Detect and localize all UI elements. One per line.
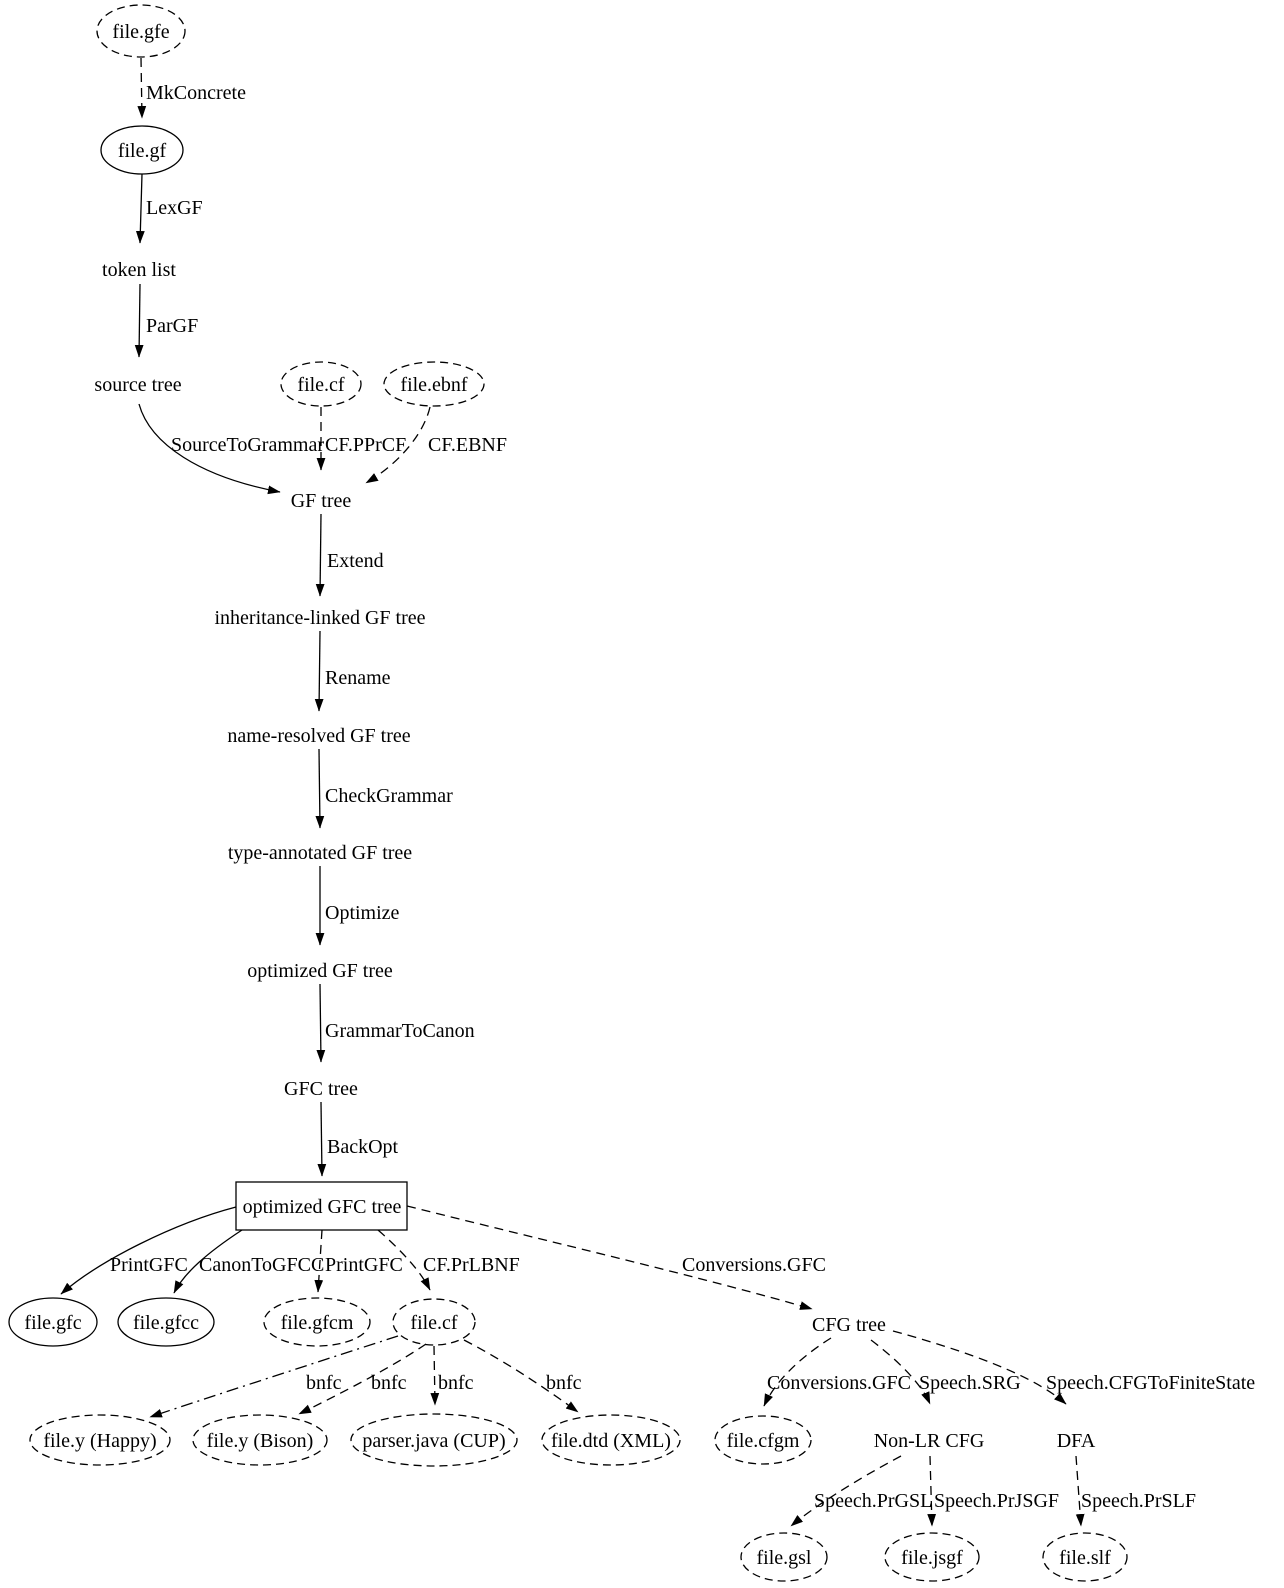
node-token-list: token list xyxy=(102,259,176,281)
edge-label-rename: Rename xyxy=(325,667,391,689)
node-optimized-gf-tree: optimized GF tree xyxy=(247,960,393,982)
node-file-gfe: file.gfe xyxy=(112,21,170,43)
edge-pargf xyxy=(139,284,140,357)
edge-extend xyxy=(320,514,321,596)
edge-label-pargf: ParGF xyxy=(146,315,199,337)
node-optimized-gfc-tree: optimized GFC tree xyxy=(242,1196,402,1218)
node-file-cf-bottom: file.cf xyxy=(410,1312,458,1334)
node-file-jsgf: file.jsgf xyxy=(901,1547,963,1569)
edge-label-speech-prslf: Speech.PrSLF xyxy=(1081,1490,1196,1512)
node-file-y-bison: file.y (Bison) xyxy=(206,1430,314,1452)
edge-label-bnfc-2: bnfc xyxy=(371,1372,407,1394)
edge-label-bnfc-4: bnfc xyxy=(546,1372,582,1394)
node-labels xyxy=(24,21,1111,1569)
node-shapes xyxy=(9,5,1127,1581)
node-file-gsl: file.gsl xyxy=(756,1547,812,1569)
edge-bnfc-happy xyxy=(150,1336,398,1417)
node-file-gfc: file.gfc xyxy=(24,1312,82,1334)
edge-label-speech-cfg-to-finite-state: Speech.CFGToFiniteState xyxy=(1046,1372,1256,1394)
node-file-cfgm: file.cfgm xyxy=(726,1430,800,1452)
node-gfc-tree: GFC tree xyxy=(284,1078,358,1100)
node-source-tree: source tree xyxy=(94,374,182,396)
edge-lexgf xyxy=(140,174,142,243)
edge-label-conversions-gfc-1: Conversions.GFC xyxy=(682,1254,826,1276)
edge-label-speech-prjsgf: Speech.PrJSGF xyxy=(934,1490,1060,1512)
node-file-ebnf: file.ebnf xyxy=(400,374,468,396)
edge-label-backopt: BackOpt xyxy=(327,1136,399,1158)
node-file-y-happy: file.y (Happy) xyxy=(43,1430,157,1452)
edge-mkconcrete xyxy=(141,58,142,118)
edge-label-lexgf: LexGF xyxy=(146,197,203,219)
edge-label-mkconcrete: MkConcrete xyxy=(146,82,246,104)
node-non-lr-cfg: Non-LR CFG xyxy=(873,1430,985,1452)
edge-label-bnfc-3: bnfc xyxy=(438,1372,474,1394)
node-file-cf-top: file.cf xyxy=(297,374,345,396)
node-type-annotated-gf-tree: type-annotated GF tree xyxy=(227,842,413,864)
edge-label-conversions-gfc-2: Conversions.GFC xyxy=(767,1372,911,1394)
edge-label-check-grammar: CheckGrammar xyxy=(325,785,453,807)
edge-label-extend: Extend xyxy=(327,550,384,572)
edge-label-bnfc-1: bnfc xyxy=(306,1372,342,1394)
node-name-resolved-gf-tree: name-resolved GF tree xyxy=(227,725,411,747)
edge-bnfc-cup xyxy=(434,1346,435,1405)
edges xyxy=(61,58,1081,1526)
node-file-gfcm: file.gfcm xyxy=(280,1312,354,1334)
node-inheritance-linked-gf-tree: inheritance-linked GF tree xyxy=(214,607,426,629)
node-file-slf: file.slf xyxy=(1059,1547,1111,1569)
edge-label-cf-ebnf: CF.EBNF xyxy=(428,434,507,456)
node-file-gfcc: file.gfcc xyxy=(132,1312,200,1334)
edge-grammar-to-canon xyxy=(320,984,321,1062)
node-file-gf: file.gf xyxy=(117,140,167,162)
edge-printgfc-1 xyxy=(61,1207,236,1294)
edge-label-speech-prgsl: Speech.PrGSL xyxy=(814,1490,933,1512)
node-dfa: DFA xyxy=(1056,1430,1096,1452)
edge-label-source-to-grammar: SourceToGrammar xyxy=(171,434,324,456)
edge-label-printgfc-2: PrintGFC xyxy=(325,1254,403,1276)
edge-label-printgfc-1: PrintGFC xyxy=(110,1254,188,1276)
edge-label-speech-srg: Speech.SRG xyxy=(919,1372,1021,1394)
edge-label-optimize: Optimize xyxy=(325,902,400,924)
edge-label-cf-pprcf: CF.PPrCF xyxy=(325,434,407,456)
node-parser-java-cup: parser.java (CUP) xyxy=(362,1430,506,1452)
edge-labels xyxy=(110,82,1255,1512)
node-gf-tree: GF tree xyxy=(290,490,352,512)
edge-backopt xyxy=(321,1102,322,1176)
edge-check-grammar xyxy=(319,749,320,828)
edge-label-grammar-to-canon: GrammarToCanon xyxy=(325,1020,475,1042)
edge-rename xyxy=(319,631,320,711)
edge-label-cf-prlbnf: CF.PrLBNF xyxy=(423,1254,520,1276)
node-file-dtd-xml: file.dtd (XML) xyxy=(551,1430,671,1452)
edge-label-canon-to-gfcc: CanonToGFCC xyxy=(199,1254,325,1276)
node-cfg-tree: CFG tree xyxy=(812,1314,886,1336)
